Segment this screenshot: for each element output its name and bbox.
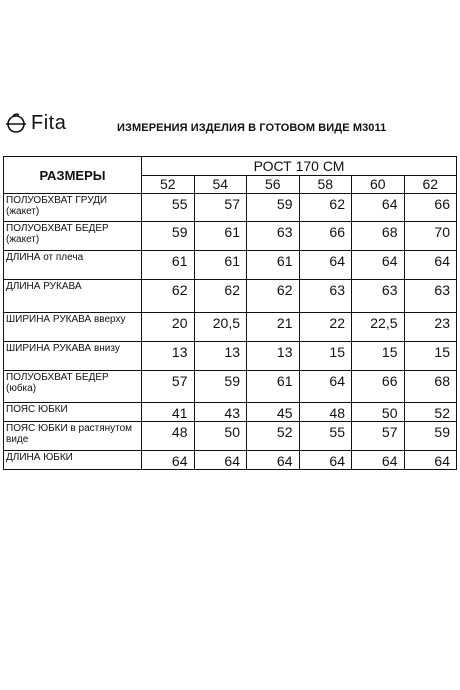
measurement-label: ДЛИНА от плеча [4, 251, 142, 280]
measurement-value: 57 [194, 194, 247, 222]
brand-name: Fita [31, 112, 67, 134]
measurement-label: ПОЯС ЮБКИ в растянутом виде [4, 422, 142, 451]
table-row [4, 222, 457, 251]
measurement-value: 64 [299, 251, 352, 280]
measurement-value: 57 [352, 422, 405, 451]
measurement-value: 22,5 [352, 313, 405, 342]
table-row [4, 194, 457, 222]
measurement-value: 62 [194, 280, 247, 313]
measurement-value: 50 [352, 403, 405, 422]
brand-logo [5, 110, 66, 136]
measurement-value: 59 [142, 222, 195, 251]
measurement-value: 64 [299, 371, 352, 403]
size-header-cell: 52 [142, 176, 195, 194]
measurement-value: 63 [247, 222, 300, 251]
measurement-label: ДЛИНА РУКАВА [4, 280, 142, 313]
table-row [4, 280, 457, 313]
size-header-cell: 56 [247, 176, 300, 194]
table-row [4, 342, 457, 371]
measurement-label: ШИРИНА РУКАВА внизу [4, 342, 142, 371]
measurement-value: 61 [247, 251, 300, 280]
measurement-value: 52 [247, 422, 300, 451]
measurement-value: 62 [247, 280, 300, 313]
measurement-value: 61 [194, 222, 247, 251]
measurement-value: 64 [404, 251, 457, 280]
measurement-value: 55 [299, 422, 352, 451]
measurement-value: 22 [299, 313, 352, 342]
measurement-value: 41 [142, 403, 195, 422]
measurement-value: 20 [142, 313, 195, 342]
measurement-value: 63 [352, 280, 405, 313]
measurement-value: 66 [299, 222, 352, 251]
measurement-value: 66 [404, 194, 457, 222]
measurement-value: 23 [404, 313, 457, 342]
measurement-value: 45 [247, 403, 300, 422]
measurement-value: 50 [194, 422, 247, 451]
size-header-cell: 62 [404, 176, 457, 194]
measurement-value: 13 [142, 342, 195, 371]
measurement-value: 43 [194, 403, 247, 422]
measurement-label: ДЛИНА ЮБКИ [4, 451, 142, 470]
measurement-value: 64 [299, 451, 352, 470]
measurement-value: 13 [194, 342, 247, 371]
measurement-value: 48 [299, 403, 352, 422]
table-row [4, 313, 457, 342]
size-chart-table [3, 156, 457, 470]
measurement-value: 64 [142, 451, 195, 470]
measurement-value: 61 [142, 251, 195, 280]
measurement-value: 59 [194, 371, 247, 403]
measurement-value: 15 [299, 342, 352, 371]
measurement-value: 20,5 [194, 313, 247, 342]
size-header-cell: 54 [194, 176, 247, 194]
measurement-value: 62 [299, 194, 352, 222]
measurement-value: 68 [404, 371, 457, 403]
measurement-value: 62 [142, 280, 195, 313]
measurement-value: 64 [352, 451, 405, 470]
size-header-cell: 58 [299, 176, 352, 194]
measurement-value: 57 [142, 371, 195, 403]
measurement-value: 64 [247, 451, 300, 470]
measurement-value: 48 [142, 422, 195, 451]
size-header-cell: 60 [352, 176, 405, 194]
measurement-value: 13 [247, 342, 300, 371]
measurement-value: 59 [247, 194, 300, 222]
table-row [4, 371, 457, 403]
measurement-value: 66 [352, 371, 405, 403]
measurement-value: 15 [352, 342, 405, 371]
table-row [4, 251, 457, 280]
measurement-value: 63 [404, 280, 457, 313]
table-row [4, 451, 457, 470]
measurement-label: ПОЯС ЮБКИ [4, 403, 142, 422]
measurement-value: 55 [142, 194, 195, 222]
measurement-value: 61 [194, 251, 247, 280]
measurement-value: 64 [352, 251, 405, 280]
measurement-label: ШИРИНА РУКАВА вверху [4, 313, 142, 342]
measurement-value: 61 [247, 371, 300, 403]
measurement-label: ПОЛУОБХВАТ ГРУДИ (жакет) [4, 194, 142, 222]
table-row [4, 422, 457, 451]
fita-logo-icon [5, 112, 27, 134]
measurement-value: 59 [404, 422, 457, 451]
measurement-value: 68 [352, 222, 405, 251]
measurement-value: 64 [194, 451, 247, 470]
measurement-value: 63 [299, 280, 352, 313]
measurement-label: ПОЛУОБХВАТ БЕДЕР (юбка) [4, 371, 142, 403]
sizes-header: РАЗМЕРЫ [4, 157, 142, 194]
growth-header: РОСТ 170 СМ [142, 157, 457, 176]
measurement-value: 15 [404, 342, 457, 371]
measurement-value: 52 [404, 403, 457, 422]
page-title: ИЗМЕРЕНИЯ ИЗДЕЛИЯ В ГОТОВОМ ВИДЕ М3011 [117, 122, 387, 134]
table-row [4, 403, 457, 422]
measurement-value: 70 [404, 222, 457, 251]
measurement-value: 64 [352, 194, 405, 222]
measurement-value: 64 [404, 451, 457, 470]
measurement-value: 21 [247, 313, 300, 342]
measurement-label: ПОЛУОБХВАТ БЕДЕР (жакет) [4, 222, 142, 251]
